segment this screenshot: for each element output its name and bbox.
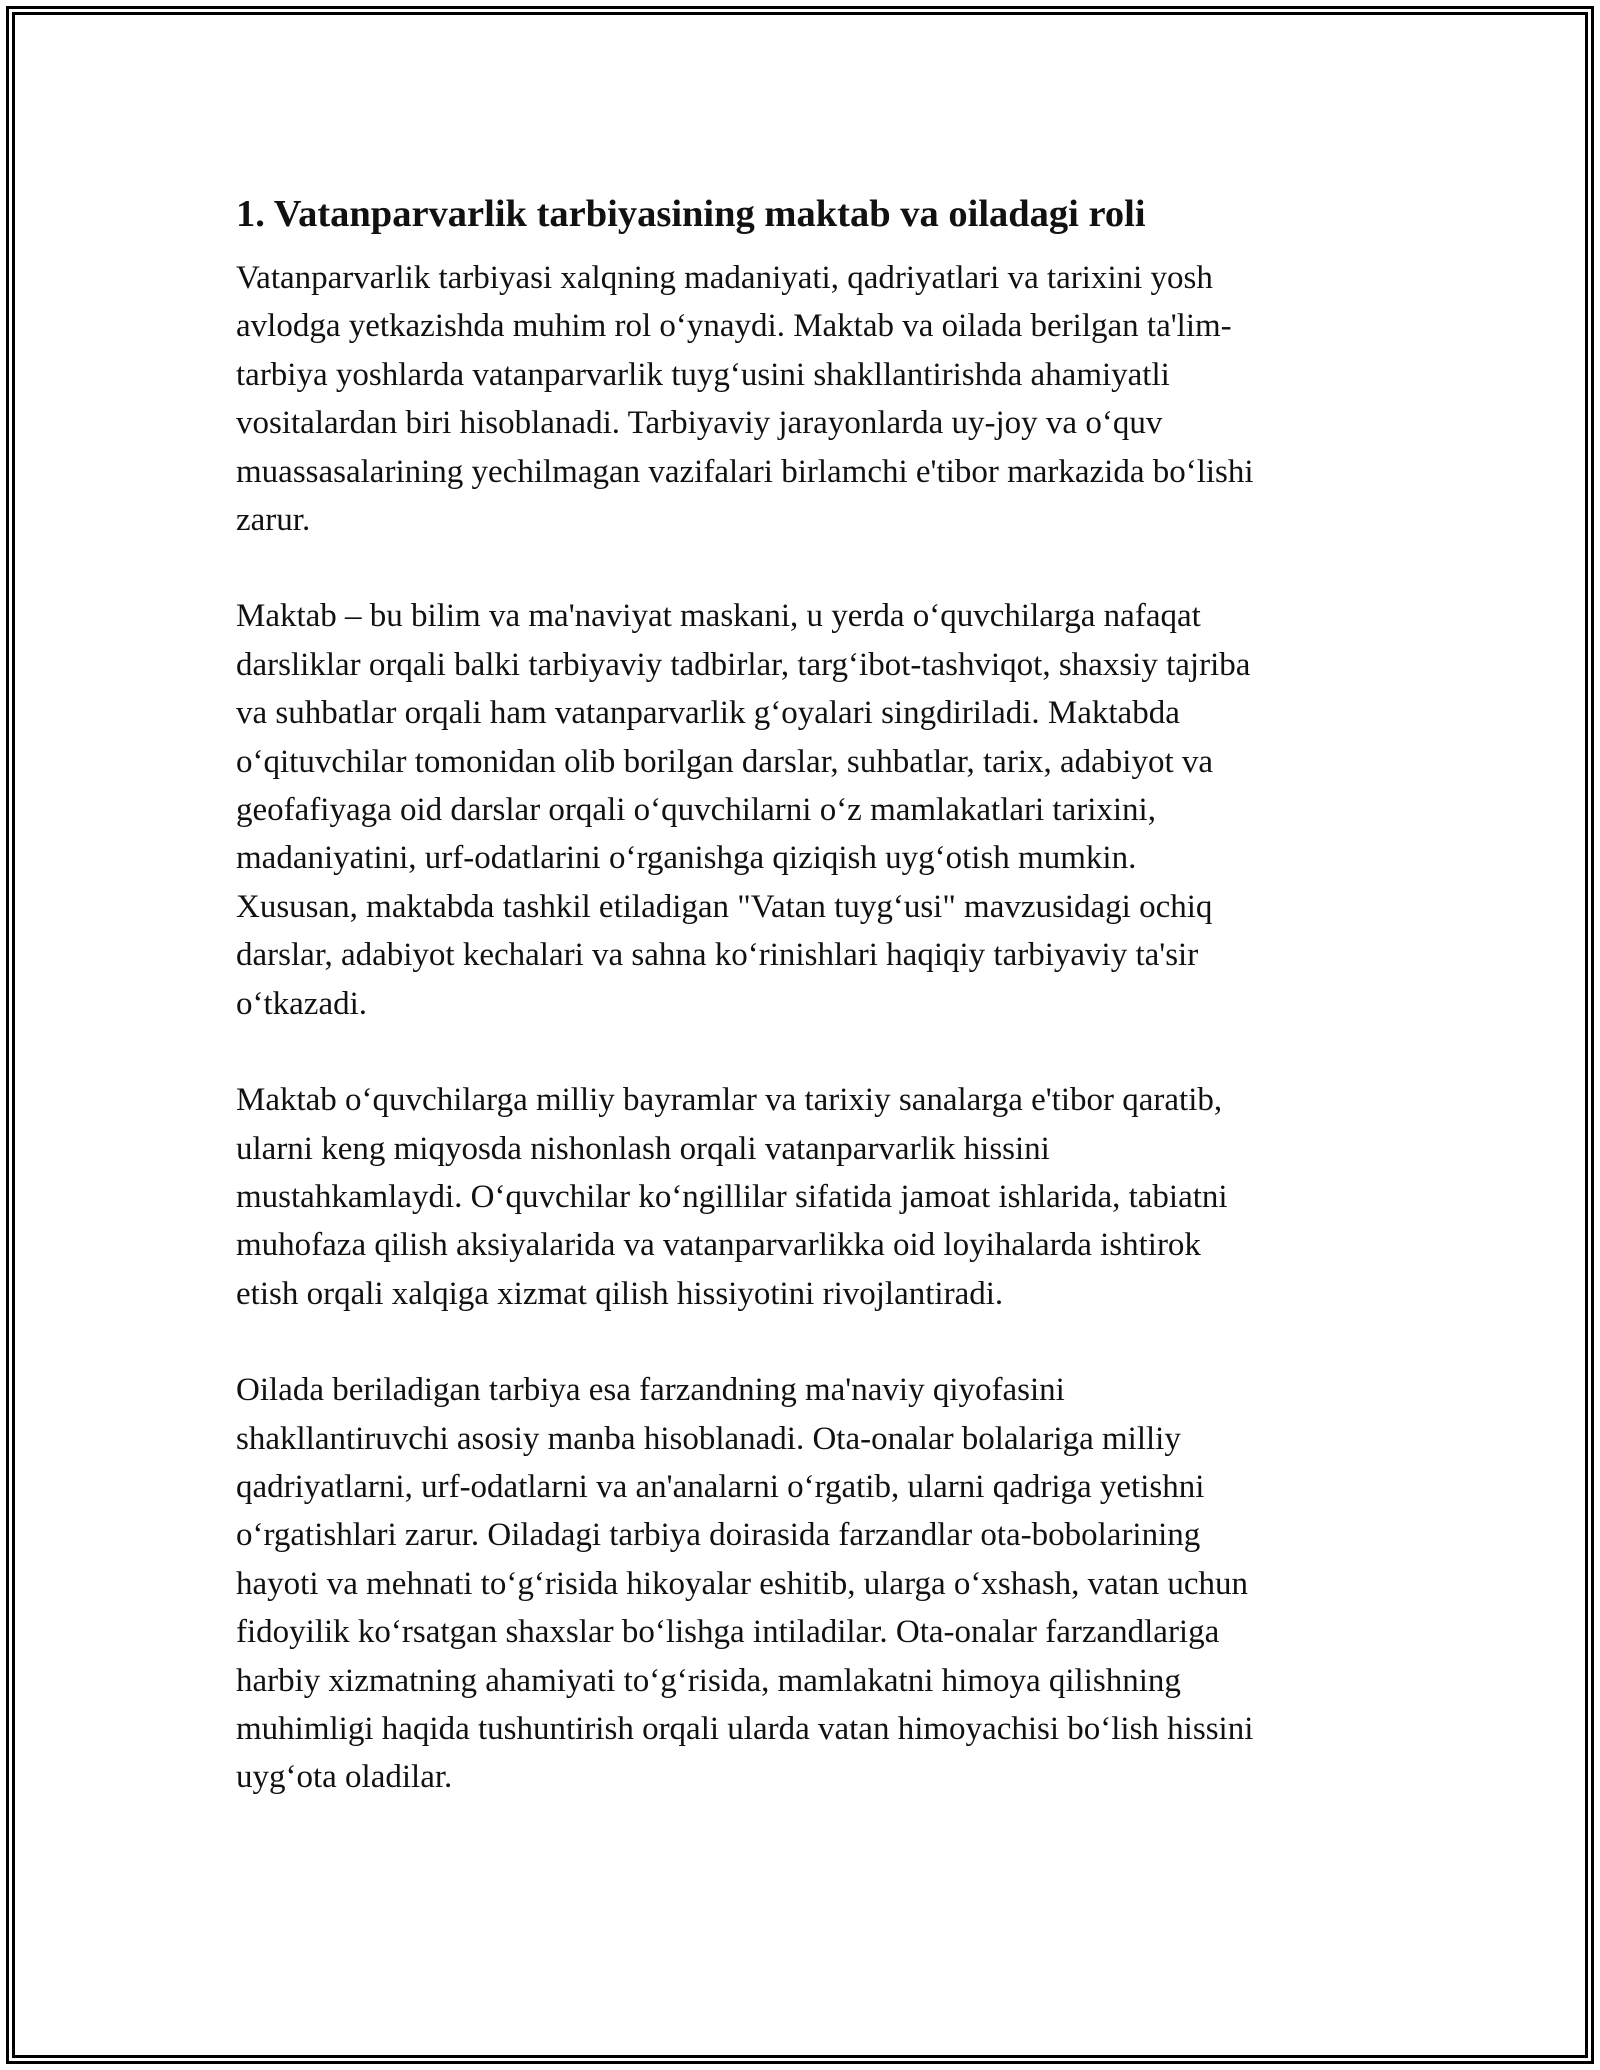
paragraph-2: Maktab – bu bilim va ma'naviyat maskani, u yerda o‘quvchilarga nafaqat darsliklar orqali balki tarbiyaviy tadbirlar, targ‘ibot-tashviqot, shaxsiy tajriba va suhbatlar orqali ham vatanparvarlik g‘oyalari singdiriladi. Maktabda o‘qituvchilar tomonidan olib borilgan darslar, suhbatlar, tarix, adabiyot va geofafiyaga oid darslar orqali o‘quvchilarni o‘z mamlakatlari tarixini, madaniyatini, urf-odatlarini o‘rganishga qiziqish uyg‘otish mumkin. Xususan, maktabda tashkil etiladigan "Vatan tuyg‘usi" mavzusidagi ochiq darslar, adabiyot kechalari va sahna ko‘rinishlari haqiqiy tarbiyaviy ta'sir o‘tkazadi. [236,598,1251,1022]
paragraph-4: Oilada beriladigan tarbiya esa farzandning ma'naviy qiyofasini shakllantiruvchi asosiy manba hisoblanadi. Ota-onalar bolalariga milliy qadriyatlarni, urf-odatlarni va an'analarni o‘rgatib, ularni qadriga yetishni o‘rgatishlari zarur. Oiladagi tarbiya doirasida farzandlar ota-bobolarining hayoti va mehnati to‘g‘risida hikoyalar eshitib, ularga o‘xshash, vatan uchun fidoyilik ko‘rsatgan shaxslar bo‘lishga intiladilar. Ota-onalar farzandlariga harbiy xizmatning ahamiyati to‘g‘risida, mamlakatni himoya qilishning muhimligi haqida tushuntirish orqali ularda vatan himoyachisi bo‘lish hissini uyg‘ota oladilar. [236,1372,1254,1796]
paragraph-3: Maktab o‘quvchilarga milliy bayramlar va tarixiy sanalarga e'tibor qaratib, ularni keng miqyosda nishonlash orqali vatanparvarlik hissini mustahkamlaydi. O‘quvchilar ko‘ngillilar sifatida jamoat ishlarida, tabiatni muhofaza qilish aksiyalarida va vatanparvarlikka oid loyihalarda ishtirok etish orqali xalqiga xizmat qilish hissiyotini rivojlantiradi. [236,1082,1228,1312]
paragraph-1: Vatanparvarlik tarbiyasi xalqning madaniyati, qadriyatlari va tarixini yosh avlodga yetkazishda muhim rol o‘ynaydi. Maktab va oilada berilgan ta'lim- tarbiya yoshlarda vatanparvarlik tuyg‘usini shakllantirishda ahamiyatli vositalardan biri hisoblanadi. Tarbiyaviy jarayonlarda uy-joy va o‘quv muassasalarining yechilmagan vazifalari birlamchi e'tibor markazida bo‘lishi zarur. [236,260,1254,539]
section-heading: 1. Vatanparvarlik tarbiyasining maktab va oiladagi roli [236,193,1146,235]
document-body [236,186,1376,1850]
